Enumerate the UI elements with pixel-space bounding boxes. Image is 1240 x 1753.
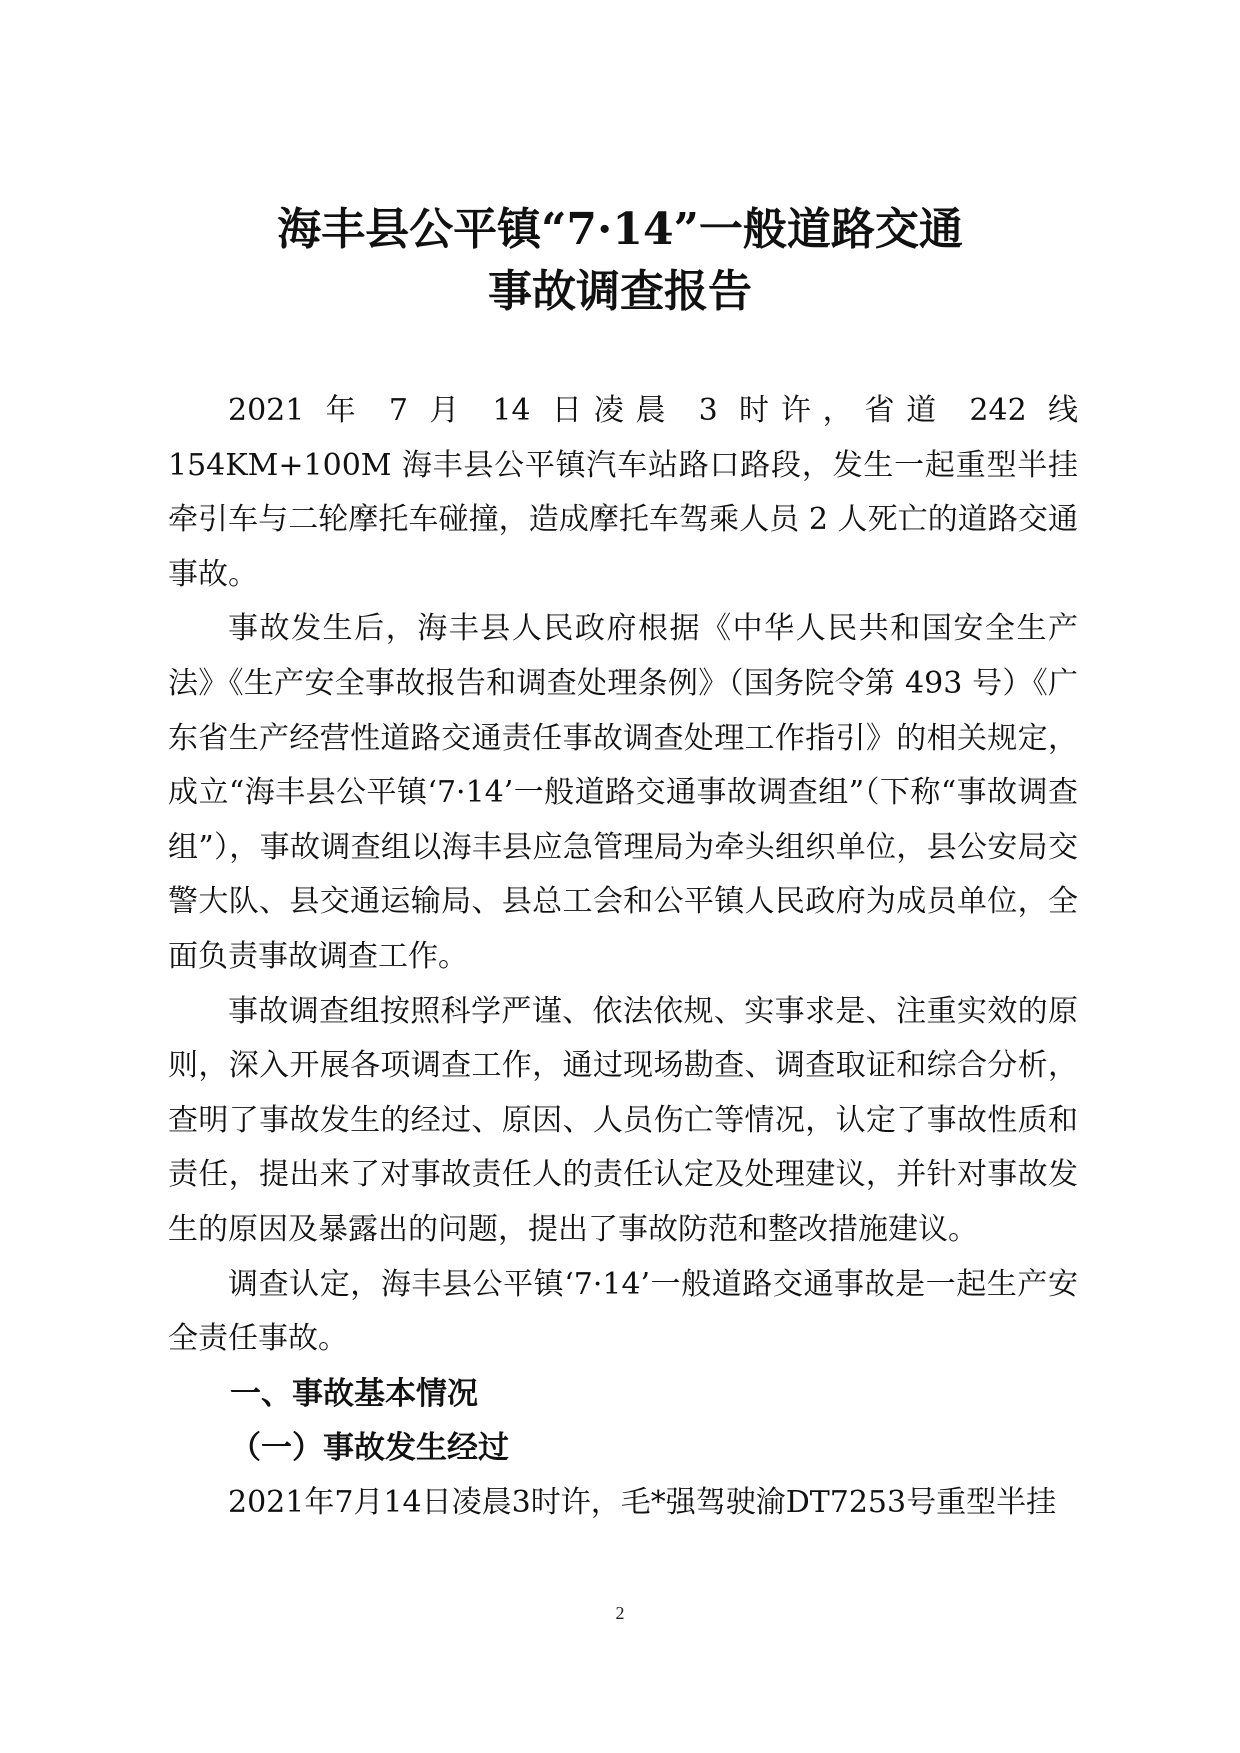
- subsection-heading: （一）事故发生经过: [230, 1430, 509, 1467]
- section-heading: 一、事故基本情况: [230, 1375, 478, 1412]
- page-number: 2: [615, 1603, 625, 1623]
- paragraph-incident-summary: 2021 年 7 月 14 日凌晨 3 时许，省道 242 线 154KM+100M 海丰县公平镇汽车站路口路段，发生一起重型半挂牵引车与二轮摩托车碰撞，造成摩托车驾乘人员 2 人死亡的道路交通事故。: [168, 393, 1078, 592]
- document-title-line-1: 海丰县公平镇“7·14”一般道路交通: [277, 204, 963, 255]
- document-body: [168, 384, 1078, 1530]
- paragraph-incident-process: 2021年7月14日凌晨3时许，毛*强驾驶渝DT7253号重型半挂: [228, 1484, 1057, 1520]
- document-title-line-2: 事故调查报告: [488, 266, 752, 317]
- paragraph-investigation-team: 事故发生后，海丰县人民政府根据《中华人民共和国安全生产法》《生产安全事故报告和调查处理条例》（国务院令第 493 号）《广东省生产经营性道路交通责任事故调查处理工作指引》的相关规定，成立“海丰县公平镇‘7·14’一般道路交通事故调查组”（下称“事故调查组”），事故调查组以海丰县应急管理局为牵头组织单位，县公安局交警大队、县交通运输局、县总工会和公平镇人民政府为成员单位，全面负责事故调查工作。: [168, 611, 1078, 974]
- paragraph-investigation-conclusion: 调查认定，海丰县公平镇‘7·14’一般道路交通事故是一起生产安全责任事故。: [168, 1266, 1078, 1357]
- paragraph-investigation-principles: 事故调查组按照科学严谨、依法依规、实事求是、注重实效的原则，深入开展各项调查工作，通过现场勘查、调查取证和综合分析，查明了事故发生的经过、原因、人员伤亡等情况，认定了事故性质和责任，提出来了对事故责任人的责任认定及处理建议，并针对事故发生的原因及暴露出的问题，提出了事故防范和整改措施建议。: [168, 993, 1078, 1247]
